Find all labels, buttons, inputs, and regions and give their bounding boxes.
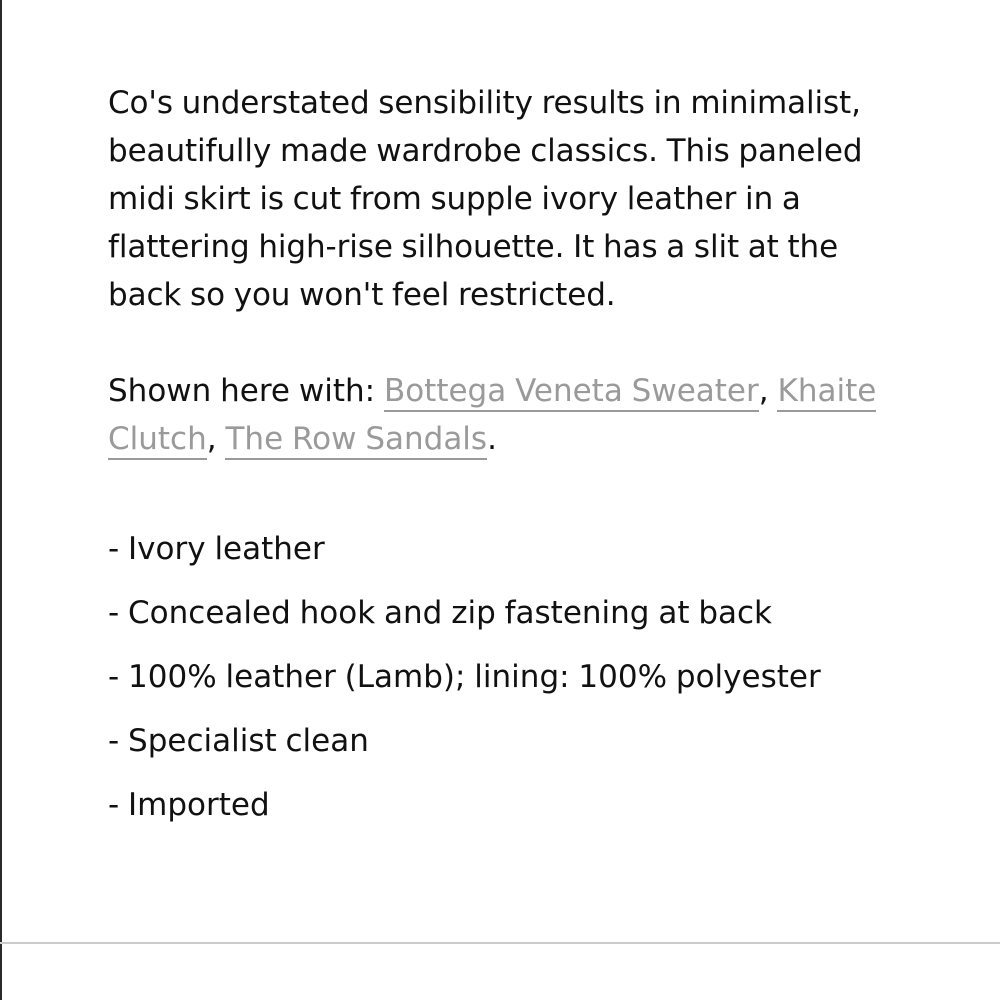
bottom-divider xyxy=(0,942,1000,944)
feature-list xyxy=(108,517,908,837)
shown-with-end: . xyxy=(487,421,497,457)
feature-item: - Imported xyxy=(108,787,270,823)
shown-with-line xyxy=(108,367,908,463)
link-bottega-veneta-sweater[interactable]: Bottega Veneta Sweater xyxy=(384,373,759,412)
left-border xyxy=(0,0,2,1000)
product-description: Co's understated sensibility results in minimalist, beautifully made wardrobe classics. This paneled midi skirt is cut from supple ivory leather in a flattering high-rise silhouette. It has a slit at the back so you won't feel restricted. xyxy=(108,85,863,313)
feature-item: - 100% leather (Lamb); lining: 100% polyester xyxy=(108,659,821,695)
link-the-row-sandals[interactable]: The Row Sandals xyxy=(225,421,487,460)
feature-item: - Concealed hook and zip fastening at back xyxy=(108,595,773,631)
separator: , xyxy=(758,373,778,409)
feature-item: - Specialist clean xyxy=(108,723,369,759)
product-details xyxy=(108,79,908,837)
separator: , xyxy=(206,421,226,457)
shown-with-label: Shown here with: xyxy=(108,373,384,409)
feature-item: - Ivory leather xyxy=(108,531,325,567)
link-khaite-clutch[interactable]: Khaite Clutch xyxy=(108,373,876,460)
